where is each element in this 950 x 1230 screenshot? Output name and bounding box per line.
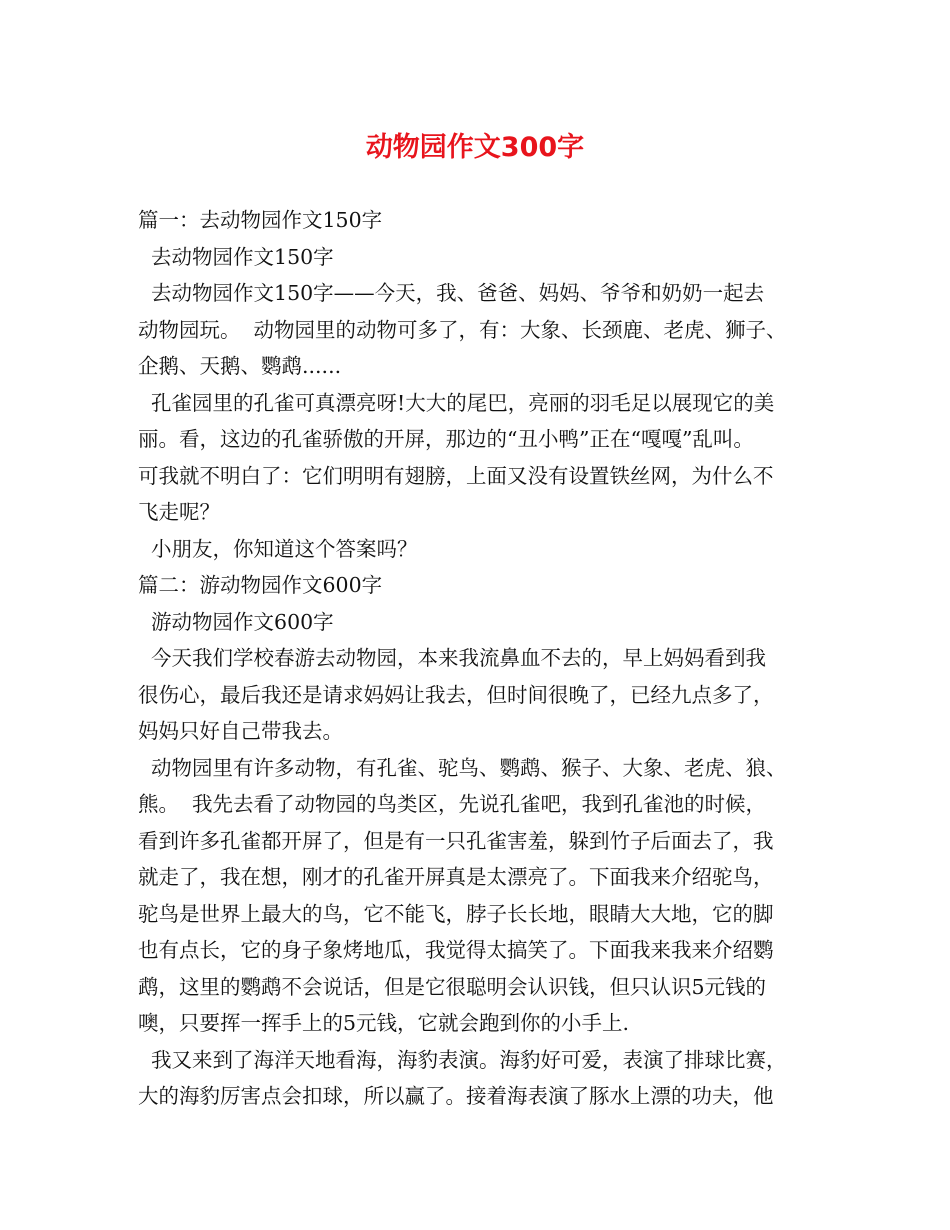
- text-line: 鹉，这里的鹦鹉不会说话，但是它很聪明会认识钱，但只认识5元钱的: [138, 974, 767, 999]
- text-line: 驼鸟是世界上最大的鸟，它不能飞，脖子长长地，眼睛大大地，它的脚: [138, 901, 774, 926]
- text-line: 企鹅、天鹅、鹦鹉......: [138, 354, 342, 378]
- text-line: 妈妈只好自己带我去。: [138, 719, 343, 743]
- text-line: 很伤心，最后我还是请求妈妈让我去，但时间很晚了，已经九点多了，: [138, 682, 774, 707]
- text-line: 可我就不明白了：它们明明有翅膀，上面又没有设置铁丝网，为什么不: [138, 463, 774, 488]
- text-line: 看到许多孔雀都开屏了，但是有一只孔雀害羞，躲到竹子后面去了，我: [138, 828, 774, 853]
- text-line: 孔雀园里的孔雀可真漂亮呀!大大的尾巴，亮丽的羽毛足以展现它的美: [138, 390, 775, 415]
- text-line: 也有点长，它的身子象烤地瓜，我觉得太搞笑了。下面我来我来介绍鹦: [138, 938, 774, 962]
- text-line: 就走了，我在想，刚才的孔雀开屏真是太漂亮了。下面我来介绍驼鸟，: [138, 865, 774, 889]
- document-body: [138, 202, 818, 1115]
- text-line: 去动物园作文150字: [138, 244, 334, 269]
- text-line: 去动物园作文150字——今天，我、爸爸、妈妈、爷爷和奶奶一起去: [138, 281, 765, 305]
- text-line: 小朋友，你知道这个答案吗？: [138, 536, 418, 561]
- text-line: 飞走呢？: [138, 500, 220, 524]
- text-line: 游动物园作文600字: [138, 609, 334, 634]
- text-line: 噢，只要挥一挥手上的5元钱，它就会跑到你的小手上.: [138, 1011, 630, 1035]
- text-line: 篇二：游动物园作文600字: [138, 573, 383, 597]
- text-line: 今天我们学校春游去动物园，本来我流鼻血不去的，早上妈妈看到我: [138, 646, 767, 670]
- text-line: 熊。 我先去看了动物园的鸟类区，先说孔雀吧，我到孔雀池的时候，: [138, 792, 767, 816]
- text-line: 丽。看，这边的孔雀骄傲的开屏，那边的“丑小鸭”正在“嘎嘎”乱叫。: [138, 427, 754, 451]
- text-line: 大的海豹厉害点会扣球，所以赢了。接着海表演了豚水上漂的功夫，他: [138, 1084, 774, 1108]
- text-line: 动物园玩。 动物园里的动物可多了，有：大象、长颈鹿、老虎、狮子、: [138, 317, 787, 342]
- text-line: 篇一：去动物园作文150字: [138, 208, 383, 232]
- text-line: 动物园里有许多动物，有孔雀、驼鸟、鹦鹉、猴子、大象、老虎、狼、: [138, 755, 787, 780]
- text-line: 我又来到了海洋天地看海，海豹表演。海豹好可爱，表演了排球比赛，: [138, 1047, 787, 1072]
- document-title: 动物园作文300字: [365, 132, 585, 163]
